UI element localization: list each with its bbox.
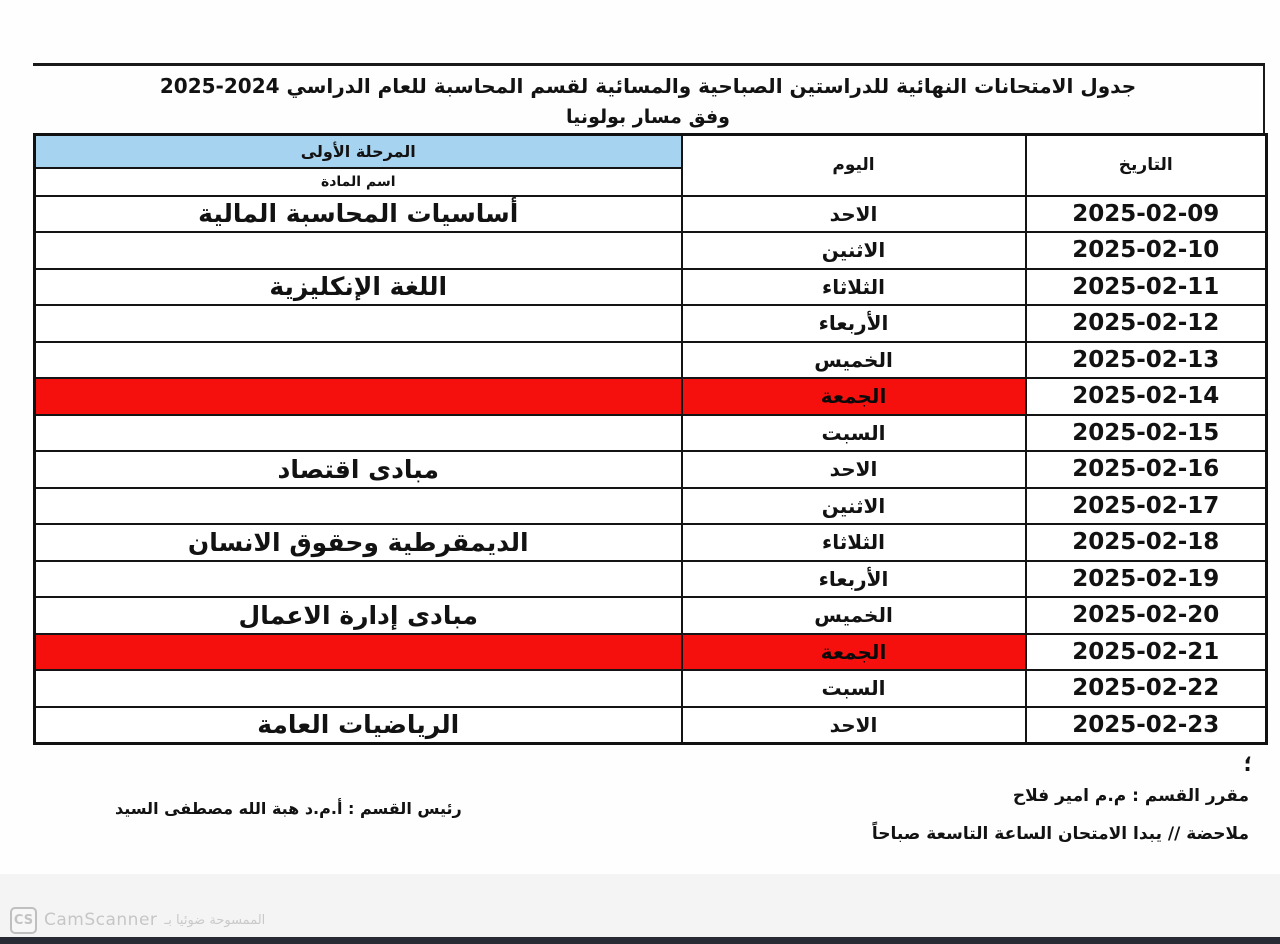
subject-cell: [35, 232, 682, 269]
day-cell: السبت: [682, 670, 1026, 707]
table-row: [35, 707, 1267, 744]
table-row: [35, 451, 1267, 488]
table-row: [35, 634, 1267, 671]
table-row: [35, 561, 1267, 598]
document-title-box: [33, 63, 1265, 133]
day-cell: السبت: [682, 415, 1026, 452]
date-cell: 2025-02-18: [1026, 524, 1267, 561]
date-cell: 2025-02-12: [1026, 305, 1267, 342]
document-subtitle: وفق مسار بولونيا: [566, 106, 730, 128]
day-cell: الاحد: [682, 451, 1026, 488]
day-column-header: اليوم: [682, 135, 1026, 196]
day-cell: الاثنين: [682, 232, 1026, 269]
table-row: [35, 415, 1267, 452]
subject-cell: الديمقرطية وحقوق الانسان: [35, 524, 682, 561]
table-row: [35, 305, 1267, 342]
day-cell: الثلاثاء: [682, 269, 1026, 306]
camscanner-brand-text: CamScanner: [44, 910, 158, 930]
day-cell: الاحد: [682, 707, 1026, 744]
subject-cell: مبادى إدارة الاعمال: [35, 597, 682, 634]
date-cell: 2025-02-23: [1026, 707, 1267, 744]
subject-cell: [35, 561, 682, 598]
subject-cell: [35, 305, 682, 342]
subject-cell: اللغة الإنكليزية: [35, 269, 682, 306]
date-cell: 2025-02-20: [1026, 597, 1267, 634]
subject-cell: الرياضيات العامة: [35, 707, 682, 744]
exam-schedule-table: [33, 133, 1268, 745]
table-header: [35, 135, 1267, 196]
day-cell: الأربعاء: [682, 561, 1026, 598]
table-row: [35, 670, 1267, 707]
table-row: [35, 488, 1267, 525]
camscanner-logo-icon: CS: [10, 907, 37, 934]
document-title: جدول الامتحانات النهائية للدراستين الصباحية والمسائية لقسم المحاسبة للعام الدراسي 2024-2025: [159, 74, 1137, 98]
date-cell: 2025-02-22: [1026, 670, 1267, 707]
scanned-with-text: الممسوحة ضوئيا بـ: [164, 912, 266, 928]
day-cell: الجمعة: [682, 634, 1026, 671]
date-cell: 2025-02-10: [1026, 232, 1267, 269]
date-cell: 2025-02-21: [1026, 634, 1267, 671]
table-row: [35, 269, 1267, 306]
subject-cell: أساسيات المحاسبة المالية: [35, 196, 682, 233]
coordinator-line: مقرر القسم : م.م امير فلاح: [1012, 786, 1249, 806]
date-column-header: التاريخ: [1026, 135, 1267, 196]
table-row: [35, 342, 1267, 379]
date-cell: 2025-02-13: [1026, 342, 1267, 379]
day-cell: الجمعة: [682, 378, 1026, 415]
semicolon-mark: ؛: [1243, 752, 1252, 776]
table-body: [35, 196, 1267, 744]
note-line: ملاحضة // يبدا الامتحان الساعة التاسعة صباحاً: [871, 824, 1249, 844]
subject-cell: [35, 378, 682, 415]
table-row: [35, 524, 1267, 561]
bottom-dark-strip: [0, 937, 1280, 944]
day-cell: الاحد: [682, 196, 1026, 233]
subject-cell: [35, 634, 682, 671]
date-cell: 2025-02-09: [1026, 196, 1267, 233]
table-row: [35, 378, 1267, 415]
date-cell: 2025-02-15: [1026, 415, 1267, 452]
day-cell: الأربعاء: [682, 305, 1026, 342]
subject-cell: [35, 342, 682, 379]
day-cell: الاثنين: [682, 488, 1026, 525]
date-cell: 2025-02-19: [1026, 561, 1267, 598]
subject-name-header: اسم المادة: [35, 168, 682, 196]
date-cell: 2025-02-16: [1026, 451, 1267, 488]
day-cell: الخميس: [682, 342, 1026, 379]
date-cell: 2025-02-14: [1026, 378, 1267, 415]
stage-header-cell: المرحلة الأولى: [35, 135, 682, 168]
table-row: [35, 196, 1267, 233]
subject-cell: [35, 488, 682, 525]
table-row: [35, 597, 1267, 634]
day-cell: الثلاثاء: [682, 524, 1026, 561]
date-cell: 2025-02-17: [1026, 488, 1267, 525]
date-cell: 2025-02-11: [1026, 269, 1267, 306]
camscanner-watermark: [10, 905, 269, 935]
day-cell: الخميس: [682, 597, 1026, 634]
subject-cell: [35, 415, 682, 452]
subject-cell: مبادى اقتصاد: [35, 451, 682, 488]
table-row: [35, 232, 1267, 269]
subject-cell: [35, 670, 682, 707]
department-head-line: رئيس القسم : أ.م.د هبة الله مصطفى السيد: [115, 799, 462, 818]
